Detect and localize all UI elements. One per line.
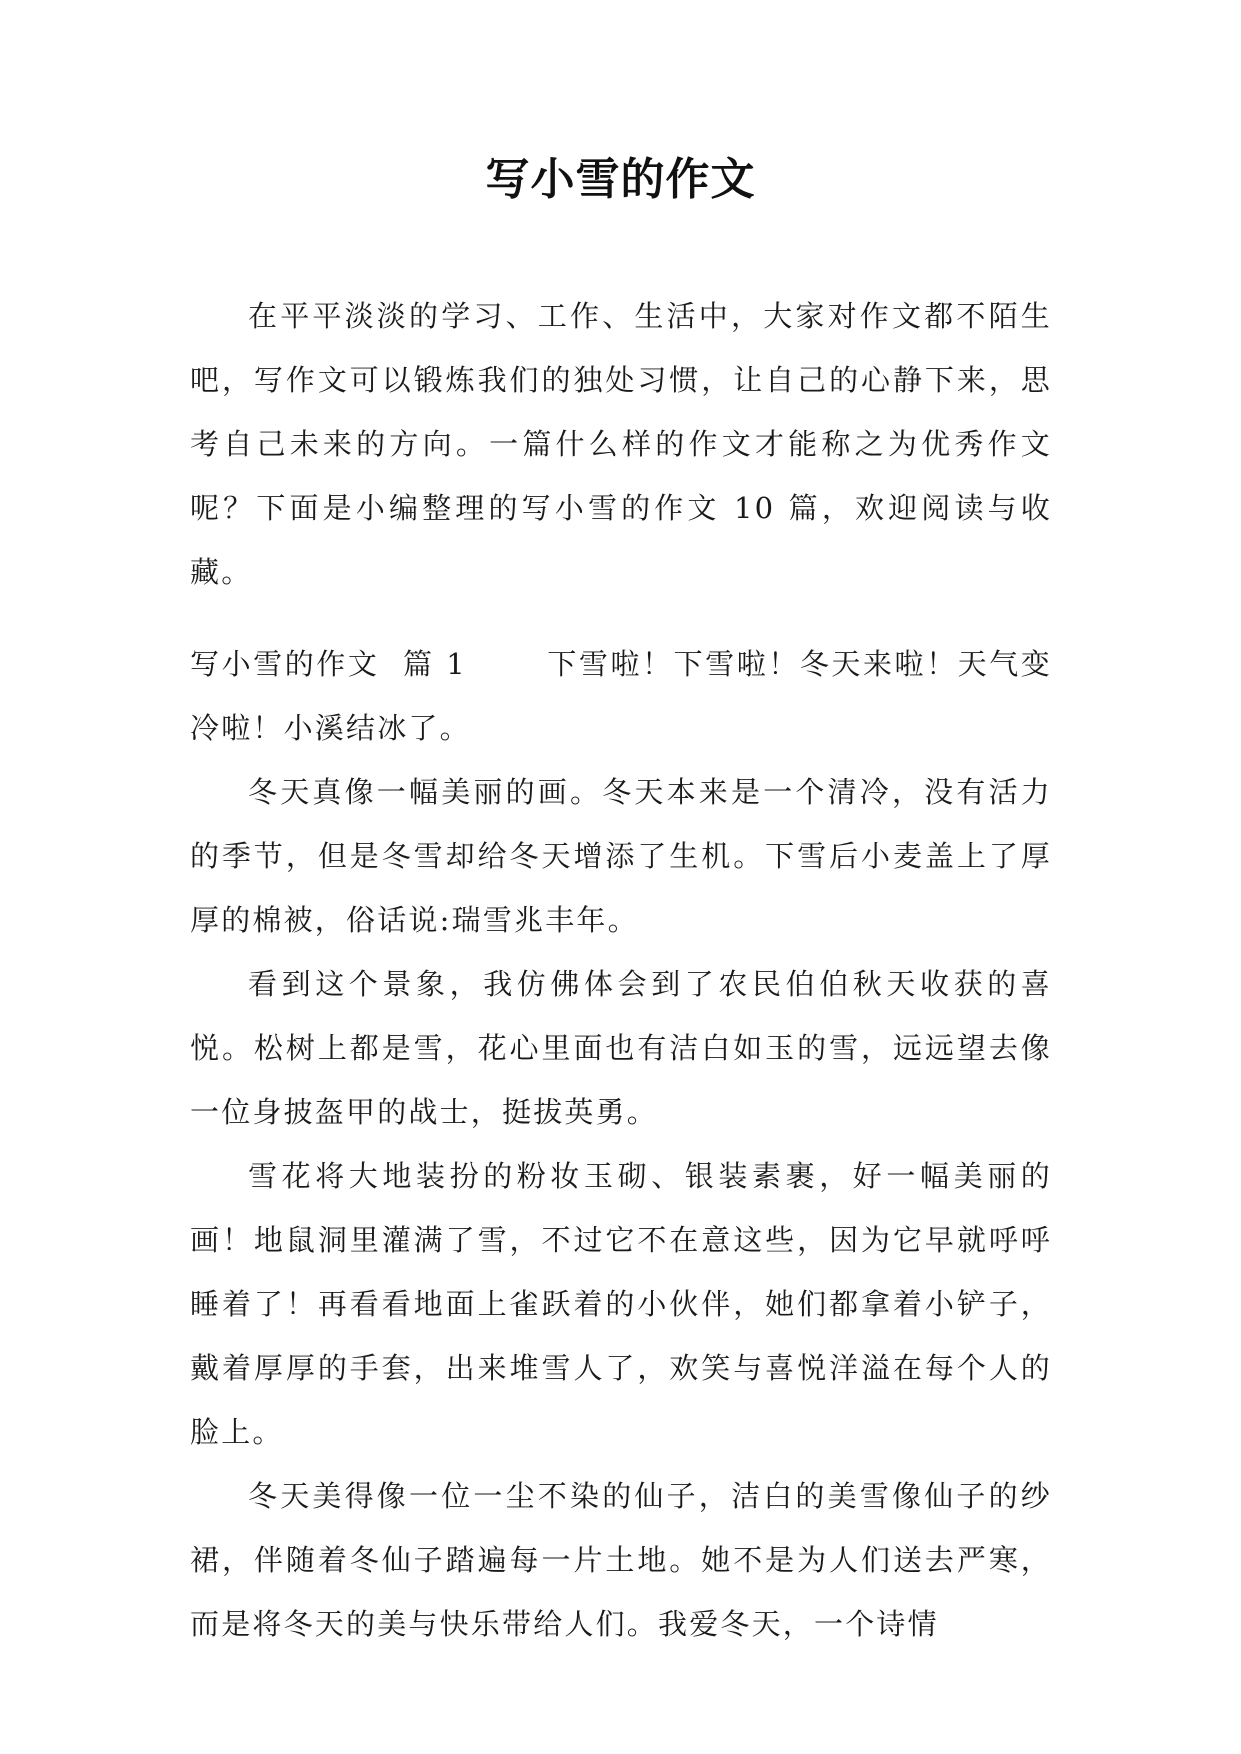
- essay-1: [190, 632, 1052, 1656]
- document-title: 写小雪的作文: [485, 154, 756, 205]
- essay-1-first-line: 下雪啦！下雪啦！冬天来啦！天气变冷啦！小溪结冰了。: [190, 647, 1053, 745]
- essay-1-opening: [190, 632, 1052, 760]
- essay-1-paragraph-4: 冬天美得像一位一尘不染的仙子，洁白的美雪像仙子的纱裙，伴随着冬仙子踏遍每一片土地。她不是为人们送去严寒，而是将冬天的美与快乐带给人们。我爱冬天，一个诗情: [190, 1479, 1052, 1641]
- essay-1-paragraph-1: 冬天真像一幅美丽的画。冬天本来是一个清冷，没有活力的季节，但是冬雪却给冬天增添了生机。下雪后小麦盖上了厚厚的棉被，俗话说:瑞雪兆丰年。: [190, 775, 1052, 937]
- intro-paragraph: [190, 284, 1052, 604]
- intro-text: 在平平淡淡的学习、工作、生活中，大家对作文都不陌生吧，写作文可以锻炼我们的独处习惯，让自己的心静下来，思考自己未来的方向。一篇什么样的作文才能称之为优秀作文呢？下面是小编整理的写小雪的作文 10 篇，欢迎阅读与收藏。: [190, 299, 1052, 589]
- essay-1-heading: 写小雪的作文 篇 1: [190, 647, 467, 681]
- essay-1-paragraph-2: 看到这个景象，我仿佛体会到了农民伯伯秋天收获的喜悦。松树上都是雪，花心里面也有洁白如玉的雪，远远望去像一位身披盔甲的战士，挺拔英勇。: [190, 967, 1052, 1129]
- essay-1-paragraph-3: 雪花将大地装扮的粉妆玉砌、银装素裹，好一幅美丽的画！地鼠洞里灌满了雪，不过它不在意这些，因为它早就呼呼睡着了！再看看地面上雀跃着的小伙伴，她们都拿着小铲子，戴着厚厚的手套，出来堆雪人了，欢笑与喜悦洋溢在每个人的脸上。: [190, 1159, 1052, 1449]
